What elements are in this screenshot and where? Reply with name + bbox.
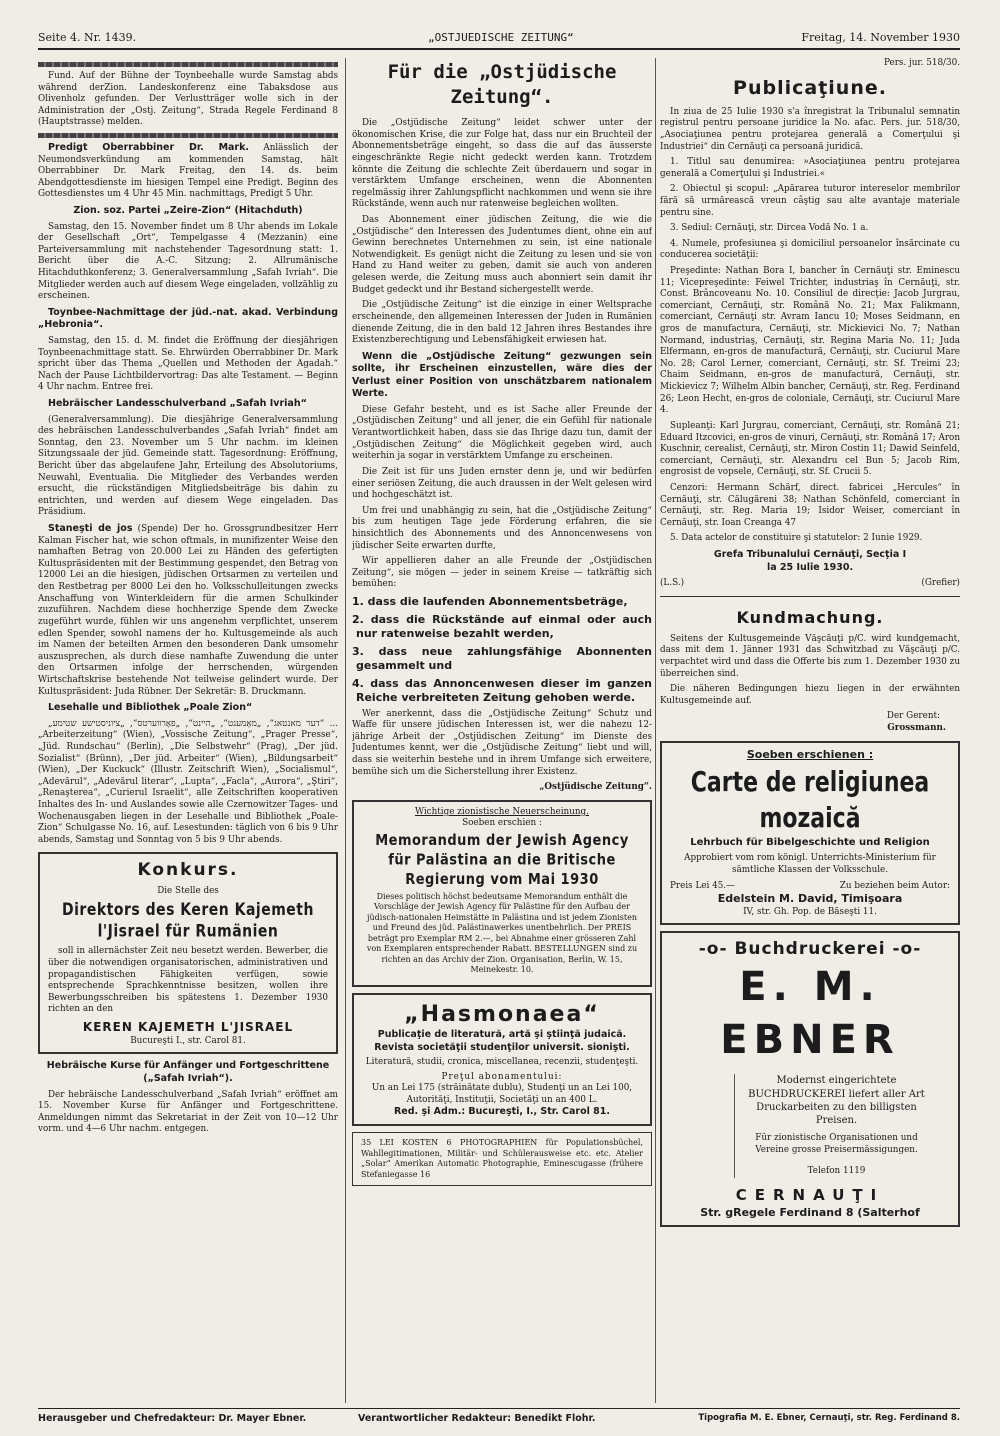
appeal-item-4: 4. dass das Annoncenwesen dieser im ganzen Reiche verbreiteten Zeitung gehoben werde. (352, 676, 652, 705)
kundmachung-text2: Die näheren Bedingungen hiezu liegen in der erwähnten Kultusgemeinde auf. (660, 684, 960, 706)
lesehalle-text: „דער מאנטאג“, „מאָמענט“, „היינט“, „פאָרווערטס“, „ציוניסטישע שטימע“ ... „Arbeiterzeitung“ (Wien), „Vossische Zeitung“, „Prager Presse“, „Jüd. Rundschau“ (Berlin), „Die Selbstwehr“ (Prag), „Der jüd. Sozialist“ (Brünn), „Der jüd. Arbeiter“ (Wien), „Bildungsarbeit“ (Wien), „Der Kuckuck“ (Illustr. Zeitschrift Wien), „Socialismul“, „Adevărul“, „Adevărul literar“, „Lupta“, „Facla“, „Aurora“, „Ştiri“, „Renaşterea“, „Curierul Israelit“, alle Zeitschriften kooperativen Inhaltes des In- und Auslandes sowie alle Czernowitzer Tages- und Wochenausgaben liegen in der Lesehalle und Bibliothek „Poale-Zion“ Schulgasse No. 16, auf. Lesestunden: täglich von 6 bis 9 Uhr abends, Samstag und Sonntag von 5 bis 9 Uhr abends. (38, 718, 338, 845)
grefa-date: la 25 Iulie 1930. (766, 561, 854, 573)
memorandum-head: Wichtige zionistische Neuerscheinung. (414, 806, 589, 817)
publ-p3: 2. Obiectul şi scopul: „Apărarea tuturor intereselor membrilor fără să urmărească vreun câştig sau alte avantaje materiale pentru sine. (660, 184, 960, 218)
appeal-title: Für die „Ostjüdische Zeitung“. (387, 61, 617, 109)
carte-head: Soeben erschienen : (746, 747, 874, 761)
kurse-heading: Hebräische Kurse für Anfänger und Fortgeschrittene („Safah Ivriah“). (46, 1060, 330, 1084)
gerent: Der Gerent: (886, 711, 940, 722)
column-left (38, 58, 338, 1403)
page-footer (38, 1408, 960, 1424)
memorandum-sub: Soeben erschien : (462, 818, 542, 829)
kundmachung-text: Seitens der Kultusgemeinde Văşcăuţi p/C. wird kundgemacht, dass mit dem 1. Jänner 1931 das Schwitzbad zu Văşcăuţi p/C. verpachtet wird und dass die Offerte bis zum 1. Dezember 1930 zu überreichen sind. (660, 633, 960, 679)
stanesti-heading: Staneşti de jos (48, 523, 133, 535)
druckerei-title: -o- Buchdruckerei -o- (698, 939, 922, 960)
publ-p7: Supleanţi: Karl Jurgrau, comerciant, Cernăuţi, str. Română 21; Eduard Itzcovici, en-gros de vinuri, Cernăuţi, str. Română 17; Aron Kuschnir, cerealist, Cernăuţi, str. Miron Costin 11; Dawid Seinfeld, comerciant, Cernăuţi, str. Alexandru cel Bun 5; Jacob Rim, engrosist de vopsele, Cernăuţi, str. Sf. Crucii 5. (660, 420, 960, 478)
header-newspaper-name: „OSTJUEDISCHE ZEITUNG“ (428, 31, 574, 44)
predigt-text: Anlässlich der Neumondsverkündung am kommenden Samstag, hält Oberrabbiner Dr. Mark Freitag, den 14. ds. beim Abendgottesdienste im hiesigen Tempel eine Predigt. Beginn des Gottesdienstes um 4 Uhr 45 Min. nachmittags, Predigt 5 Uhr. (38, 143, 338, 200)
druckerei-telefon: Telefon 1119 (807, 1166, 866, 1177)
appeal-p3: Die „Ostjüdische Zeitung“ ist die einzige in einer Weltsprache erscheinende, den allgemeinen Interessen der Juden in Rumänien dienende Zeitung, die in den bald 12 Jahren ihres Bestandes ihre Existenzberechtigung und Lebensfähigkeit erwiesen hat. (352, 300, 652, 346)
druckerei-ad (660, 931, 960, 1227)
toynbee-heading: Toynbee-Nachmittage der jüd.-nat. akad. Verbindung „Hebronia“. (38, 306, 338, 331)
druckerei-address: Str. gRegele Ferdinand 8 (Salterhof (700, 1205, 920, 1219)
footer-publisher: Herausgeber und Chefredakteur: Dr. Mayer Ebner. (38, 1413, 307, 1424)
grefier: (Grefier) (921, 578, 960, 589)
hasmonaea-ad (352, 993, 652, 1126)
pers-jur: Pers. jur. 518/30. (883, 58, 960, 68)
konkurs-org: KEREN KAJEMETH L'JISRAEL (82, 1020, 294, 1035)
hasmonaea-sub: Publicaţie de literatură, artă şi ştiinţă judaică. Revista societăţii studenţilor universit. sionişti. (374, 1028, 630, 1053)
memorandum-title: Memorandum der Jewish Agency für Palästina an die Britische Regierung vom Mai 1930 (375, 832, 629, 890)
lesehalle-heading: Lesehalle und Bibliothek „Poale Zion“ (48, 702, 253, 714)
konkurs-ad (38, 852, 338, 1054)
publicatiune-title: Publicaţiune. (733, 76, 887, 99)
appeal-p4: Wenn die „Ostjüdische Zeitung“ gezwungen sein sollte, ihr Erscheinen einzustellen, wäre dies der Verlust einer Position von unschätzbarem nationalem Werte. (352, 350, 652, 400)
toynbee-text: Samstag, den 15. d. M. findet die Eröffnung der diesjährigen Toynbeenachmittage statt. Se. Ehrwürden Oberrabbiner Dr. Mark spricht über das Thema „Quellen und Methoden der Agadah.“ Nach der Pause Lichtbildervortrag: Das alte Testament. — Beginn 4 Uhr nachm. Entree frei. (38, 335, 338, 393)
ebner-logo: E. M. EBNER (720, 963, 900, 1063)
memorandum-text: Dieses politisch höchst bedeutsame Memorandum enthält die Vorschläge der Jewish Agency für Palästine für den Aufbau der jüdisch-nationalen Heimstätte in Palästina und ist jedem Zionisten und Freund des jüd. Palästinawerkes unentbehrlich. Der PREIS beträgt pro Exemplar RM 2.—, bei Abnahme einer grösseren Zahl von Exemplaren entsprechender Rabatt. BESTELLUNGEN sind zu richten an das Archiv der Zion. Organisation, Berlin, W. 15, Meinekestr. 10. (366, 891, 638, 975)
konkurs-title: Konkurs. (137, 860, 239, 881)
appeal-item-1: 1. dass die laufenden Abonnementsbeträge, (352, 595, 628, 608)
carte-autor: Edelstein M. David, Timişoara (717, 892, 903, 906)
photo-ad: 35 LEI KOSTEN 6 PHOTOGRAPHIEN für Populationsbüchel, Wahllegitimationen, Militär- und Schülerausweise etc. etc. Atelier „Solar“ Amerikan Automatic Photographie, Eminescugasse (frühere Stefaniegasse 16 (352, 1132, 652, 1186)
column-middle (352, 58, 652, 1403)
footer-editor: Verantwortlicher Redakteur: Benedikt Flohr. (358, 1413, 596, 1424)
carte-sub: Lehrbuch für Bibelgeschichte und Religion (690, 837, 930, 849)
appeal-item-2: 2. dass die Rückstände auf einmal oder auch nur ratenweise bezahlt werden, (352, 612, 652, 641)
hasmonaea-title: „Hasmonaea“ (404, 1001, 600, 1027)
appeal-p6: Die Zeit ist für uns Juden ernster denn je, und wir bedürfen einer seriösen Zeitung, die auch draussen in der Welt gelesen wird und hochgeschätzt ist. (352, 466, 652, 501)
gerent-name: Grossmann. (887, 723, 946, 734)
header-page-number: Seite 4. Nr. 1439. (38, 31, 137, 44)
hasmonaea-text: Literatură, studii, cronica, miscellanea, recenzii, studenţeşti. (365, 1057, 639, 1068)
publ-p9: 5. Data actelor de constituire şi statutelor: 2 Iunie 1929. (670, 533, 923, 544)
publ-p4: 3. Sediul: Cernăuţi, str. Dircea Vodă No. 1 a. (670, 223, 869, 234)
header-date: Freitag, 14. November 1930 (801, 31, 960, 44)
druckerei-city: CERNAUŢI (735, 1186, 885, 1204)
column-rule-2 (655, 58, 656, 1403)
carte-bez: Zu beziehen beim Autor: (839, 880, 950, 891)
publ-p5: 4. Numele, profesiunea şi domiciliul persoanelor însărcinate cu conducerea societăţii: (660, 238, 960, 261)
appeal-p2: Das Abonnement einer jüdischen Zeitung, die wie die „Ostjüdische“ den Interessen des Judentumes dient, ohne ein auf Gewinn berechnetes Unternehmen zu sein, ist eine nationale Notwendigkeit. Es genügt nicht die Zeitung zu lesen und sie von Hand zu Hand weiter zu geben, damit sie auch von anderen gelesen werde, die Zeitung muss auch abonniert sein damit ihr Budget gedeckt und ihr Bestand sichergestellt werde. (352, 215, 652, 295)
appeal-p5: Diese Gefahr besteht, und es ist Sache aller Freunde der „Ostjüdischen Zeitung“ und all jener, die ein Gefühl für nationale Verantwortlichkeit haben, dass sie das Ihrige dazu tun, damit der „Ostjüdischen Zeitung“ die Möglichkeit gegeben wird, auch weiterhin ja sogar in verstärktem Umfange zu erscheinen. (352, 404, 652, 462)
page-header (38, 28, 960, 50)
publ-p2: 1. Titlul sau denumirea: »Asociaţiunea pentru protejarea generală a Comerţului şi Industriei.« (660, 157, 960, 179)
kundmachung-title: Kundmachung. (736, 607, 884, 627)
publ-p8: Cenzori: Hermann Schärf, direct. fabricei „Hercules“ în Cernăuţi, str. Călugăreni 38; Nathan Schönfeld, comerciant în Cernăuţi, str. Reg. Maria 19; Isidor Weiser, comerciant în Cernăuţi, str. Ioan Creanga 47 (660, 482, 960, 528)
appeal-p1: Die „Ostjüdische Zeitung“ leidet schwer unter der ökonomischen Krise, die zur Folge hat, dass nur ein Bruchteil der Abonnementsbeträge eingeht, so dass die auf das äusserste eingeschränkte Regie nicht gedeckt werden kann. Trotzdem könnte die Zeitung die schlechte Zeit überdauern und sogar in verstärktem Umfange erscheinen, wenn die Abonnenten regelmässig ihrer Zahlungspflicht nachkommen und wenn sie ihre Rückstände, wenn auch nur ratenweise begleichen wollten. (352, 118, 652, 210)
hebr-heading: Hebräischer Landesschulverband „Safah Ivriah“ (48, 398, 307, 409)
hasmonaea-price-head: Preţul abonamentului: (441, 1071, 563, 1082)
ls-seal: (L.S.) (660, 578, 685, 589)
hasmonaea-admin: Red. şi Adm.: Bucureşti, I., Str. Carol 81. (393, 1106, 611, 1118)
column-right (660, 58, 960, 1403)
hasmonaea-price: Un an Lei 175 (străinătate dublu), Studenţi un an Lei 100, Autorităţi, Instituţii, Societăţi un an 400 L. (371, 1083, 633, 1105)
grefa: Grefa Tribunalului Cernăuţi, Secţia I (713, 549, 907, 561)
appeal-item-3: 3. dass neue zahlungsfähige Abonnenten gesammelt und (352, 644, 652, 673)
zion-text: Samstag, den 15. November findet um 8 Uhr abends im Lokale der Gesellschaft „Ort“, Tempelgasse 4 (Mezzanin) eine Parteiversammlung mit nachstehender Tagesordnung statt: 1. Bericht über die A.-C. Sitzung; 2. Allrumänische Hitachduthkonferenz; 3. Generalversammlung „Safah Ivriah“. Die Mitglieder werden auch auf diesem Wege eingeladen, vollzählig zu erscheinen. (38, 221, 338, 302)
kurse-text: Der hebräische Landesschulverband „Safah Ivriah“ eröffnet am 15. November Kurse für Anfänger und Fortgeschrittene. Anmeldungen nimmt das Sekretariat in der Zeit von 10—12 Uhr vorm. und 4—6 Uhr nachm. entgegen. (38, 1089, 338, 1135)
notice-fund: Fund. Auf der Bühne der Toynbeehalle wurde Samstag abds während derZion. Landeskonferenz eine Tabaksdose aus Olivenholz gefunden. Der Verlustträger wolle sich in der Administration der „Ostj. Zeitung“, Strada Regele Ferdinand 8 (Hauptstrasse) melden. (38, 71, 338, 128)
hebr-text: (Generalversammlung). Die diesjährige Generalversammlung des hebräischen Landesschulverbandes „Safah Ivriah“ findet am Sonntag, den 23. November um 5 Uhr nachm. im kleinen Sitzungssaale der jüd. Gemeinde statt. Tagesordnung: Eröffnung, Bericht über das abgelaufene Jahr, Erteilung des Absolutoriums, Neuwahl, Eventualia. Die Mitglieder des Verbandes werden ersucht, die rückständigen Mitgliedsbeiträge bis dahin zu entrichten, und werden auf diesem Wege eingeladen. Das Präsidium. (38, 414, 338, 518)
carte-addr: IV, str. Gh. Pop. de Băseşti 11. (743, 906, 877, 917)
appeal-p9: Wer anerkennt, dass die „Ostjüdische Zeitung“ Schutz und Waffe für unsere jüdischen Interessen ist, wer die nahezu 12-jährige Arbeit der „Ostjüdischen Zeitung“ im Dienste des Judentumes kennt, wer die „Ostjüdische Zeitung“ liebt und will, dass sie weiterhin bestehe und in ihrem Umfange sich erweitere, bemühe sich um die Sicherstellung ihrer Existenz. (352, 708, 652, 777)
ornament-bar (38, 62, 338, 67)
publ-p1: In ziua de 25 Iulie 1930 s'a înregistrat la Tribunalul semnatin registrul pentru persoane juridice la No. afac. Pers. jur. 518/30, „Asociaţiunea pentru protejarea generală a Comerţului şi Industriei“ din Cernăuţi ca persoană juridică. (660, 106, 960, 152)
konkurs-position: Direktors des Keren Kajemeth l'Jisrael für Rumänien (62, 900, 314, 943)
druckerei-text: Modernst eingerichtete BUCHDRUCKEREI liefert aller Art Druckarbeiten zu den billigsten Preisen. (748, 1075, 925, 1126)
konkurs-text: soll in allernächster Zeit neu besetzt werden. Bewerber, die über die notwendigen organisatorischen, administrativen und propagandistischen Fähigkeiten verfügen, sowie entsprechende Sprachkenntnisse besitzen, wollen ihre Bewerbungsschreiben bis spätestens 1. Dezember 1930 richten an den (48, 946, 328, 1015)
konkurs-sub: Die Stelle des (157, 885, 219, 896)
carte-ad (660, 741, 960, 926)
appeal-p8: Wir appellieren daher an alle Freunde der „Ostjüdischen Zeitung“, sie mögen — jeder in seinem Kreise — tatkräftig sich bemühen: (352, 556, 652, 590)
ornament-bar (38, 133, 338, 138)
column-rule-1 (345, 58, 346, 1403)
carte-preis: Preis Lei 45.— (670, 880, 735, 891)
druckerei-text2: Für zionistische Organisationen und Vereine grosse Preisermässigungen. (755, 1133, 918, 1155)
appeal-p7: Um frei und unabhängig zu sein, hat die „Ostjüdische Zeitung“ bis zum heutigen Tage jede Förderung erfahren, die sie hinsichtlich des Abonnements und des Annoncenwesens von jüdischer Seite erwarten durfte, (352, 505, 652, 551)
konkurs-address: Bucureşti I., str. Carol 81. (130, 1035, 246, 1046)
appeal-signature: „Ostjüdische Zeitung“. (539, 782, 652, 793)
publ-p6: Preşedinte: Nathan Bora I, bancher în Cernăuţi str. Eminescu 11; Vicepreşedinte: Feiwel Trichter, industriaş în Cernăuţi, str. Const. Brâncoveanu No. 10. Consiliul de direcţie: Jacob Jurgrau, comerciant, Cernăuţi, str. Română No. 21; Max Falikmann, comerciant, Cernăuţi str. Avram Iancu 10; Moses Seidmann, en gros de manufactura, Cernăuţi, str. Mickievici No. 7; Nathan Normand, industriaş, Cernăuţi, str. Regina Maria No. 11; Juda Elfermann, en-gros de manufactură, Cernăuţi, str. Cuciurul Mare No. 28; Carol Lerner, comerciant, Cernăuţi, str. Sf. Treimi 23; Chaim Seidmann, en-gros de manufactură, Cernăuţi, str. Mickievicz 7; Wilhelm Albin bancher, Cernăuţi, str. Reg. Ferdinand 26; Leon Hecht, en-gros de coloniale, Cernăuţi, str. Cuciurul Mare 4. (660, 266, 960, 416)
predigt-heading: Predigt Oberrabbiner Dr. Mark. (48, 142, 250, 154)
footer-printer: Tipografia M. E. Ebner, Cernauţi, str. Reg. Ferdinand 8. (698, 1413, 960, 1423)
stanesti-text: (Spende) Der ho. Grossgrundbesitzer Herr Kalman Fischer hat, wie schon oftmals, in munifizenter Weise den namhaften Betrag von 20.000 Lei zu Händen des gefertigten Kultuspräsidenten mit der Bestimmung gespendet, den Betrag von 12000 Lei an die hiesigen, jüdischen Ortsarmen zu verteilen und den Restbetrag per 8000 Lei den ho. Volksschulleitungen zwecks Anschaffung von Winterkleidern für die armen Schulkinder zuzuführen. Nachdem diese hochherzige Spende dem Zwecke zugeführt wurde, fühlen wir uns angenehm verpflichtet, unserem edlen Spender, sowohl namens der ho. Kultusgemeinde als auch im Namen der beteilten Armen den besonderen Dank umsomehr auszusprechen, als durch diese namhafte Zuwendung die unter den Ortsarmen infolge der herrschenden, würgenden Wirtschaftskrise bestehende Not teilweise gelindert wurde. Der Kultuspräsident: Juda Rübner. Der Sekretär: B. Druckmann. (38, 524, 338, 697)
carte-text: Approbiert vom rom königl. Unterrichts-Ministerium für sämtliche Klassen der Volksschule. (684, 853, 936, 876)
zion-heading: Zion. soz. Partei „Zeire-Zion“ (Hitachduth) (73, 205, 303, 217)
memorandum-ad (352, 800, 652, 987)
carte-title: Carte de religiunea mozaică (690, 767, 930, 835)
